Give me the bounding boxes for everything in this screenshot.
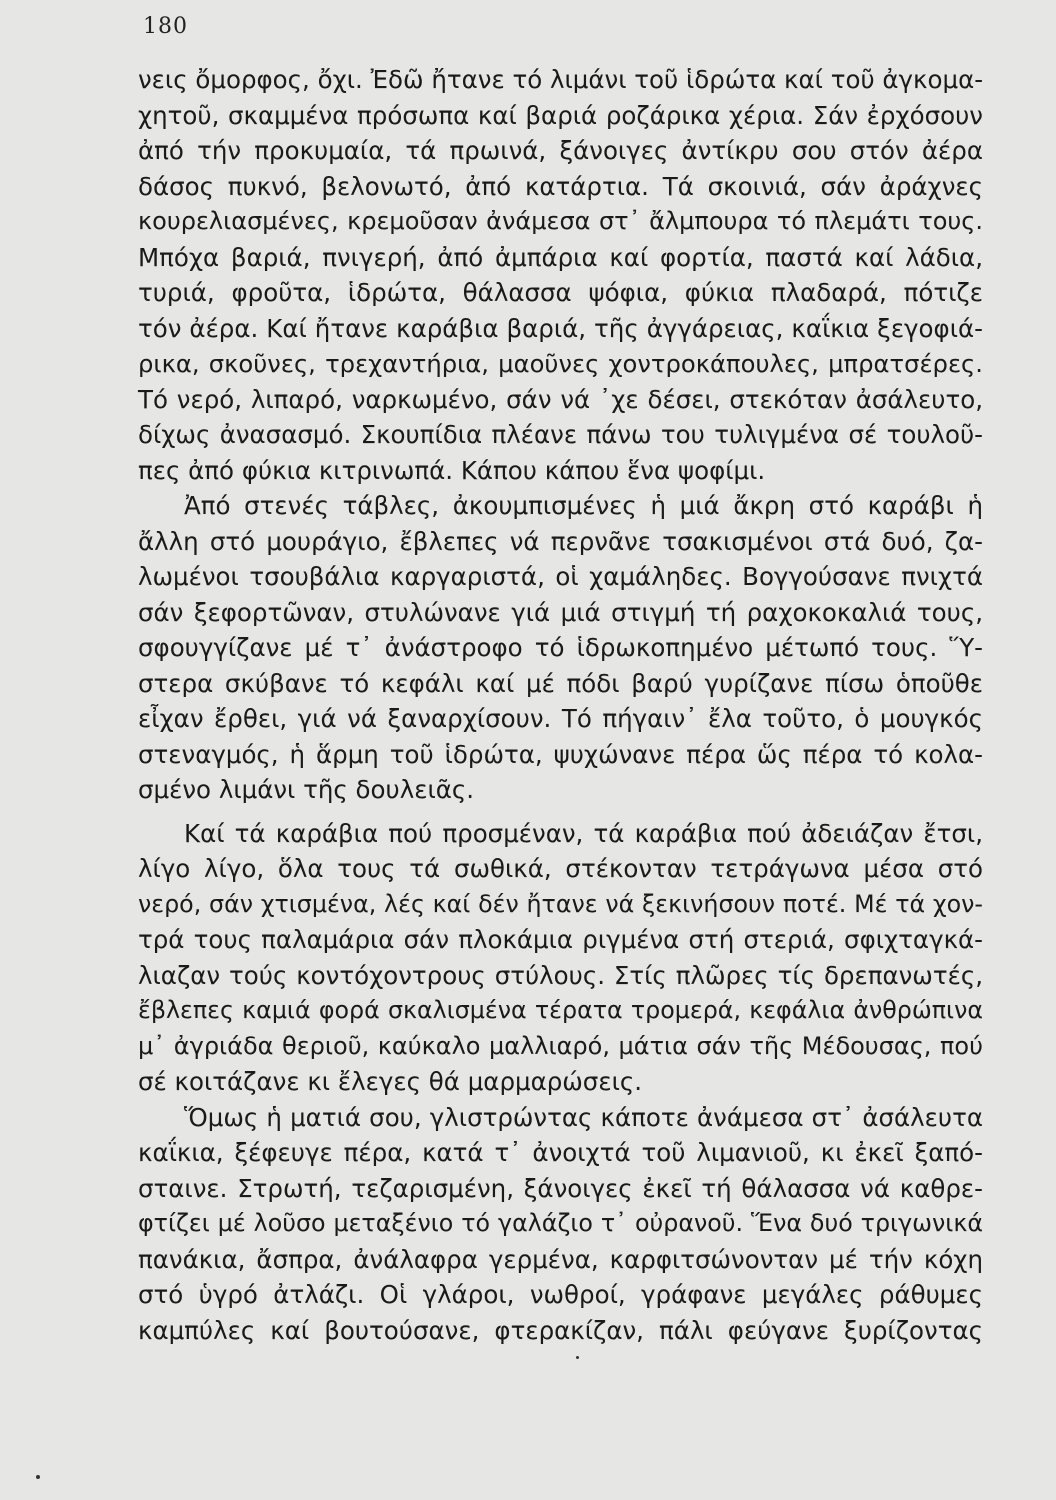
text-line: σέ κοιτάζανε κι ἔλεγες θά μαρμαρώσεις. (138, 1067, 643, 1096)
text-line: χητοῦ, σκαμμένα πρόσωπα καί βαριά ροζάρικα χέρια. Σάν ἐρχόσουν (138, 100, 983, 130)
text-line: Καί τά καράβια πού προσμέναν, τά καράβια πού ἀδειάζαν ἔτσι, (184, 818, 983, 848)
text-line: Ὅμως ἡ ματιά σου, γλιστρώντας κάποτε ἀνάμεσα στ᾿ ἀσάλευτα (184, 1102, 983, 1132)
text-line: Τό νερό, λιπαρό, ναρκωμένο, σάν νά ᾿χε δέσει, στεκόταν ἀσάλευτο, (138, 384, 983, 414)
text-line: εἶχαν ἔρθει, γιά νά ξαναρχίσουν. Τό πήγαιν᾿ ἔλα τοῦτο, ὁ μουγκός (138, 704, 983, 733)
text-line: ἔβλεπες καμιά φορά σκαλισμένα τέρατα τρομερά, κεφάλια ἀνθρώπινα (138, 996, 983, 1024)
text-line: δίχως ἀνασασμό. Σκουπίδια πλέανε πάνω του τυλιγμένα σέ τουλοῦ- (138, 420, 983, 449)
text-line: ἀπό τήν προκυμαία, τά πρωινά, ξάνοιγες ἀντίκρυ σου στόν ἀέρα (138, 136, 983, 165)
text-line: Μπόχα βαριά, πνιγερή, ἀπό ἀμπάρια καί φορτία, παστά καί λάδια, (138, 242, 983, 272)
text-line: λίγο λίγο, ὅλα τους τά σωθικά, στέκονταν τετράγωνα μέσα στό (138, 854, 983, 883)
text-line: λιαζαν τούς κοντόχοντρους στύλους. Στίς πλῶρες τίς δρεπανωτές, (138, 960, 983, 990)
text-line: στεναγμός, ἡ ἅρμη τοῦ ἱδρώτα, ψυχώνανε πέρα ὥς πέρα τό κολα- (138, 739, 983, 769)
text-line: στό ὑγρό ἀτλάζι. Οἱ γλάροι, νωθροί, γράφανε μεγάλες ράθυμες (138, 1280, 983, 1309)
text-line: δάσος πυκνό, βελονωτό, ἀπό κατάρτια. Τά σκοινιά, σάν ἀράχνες (138, 171, 983, 201)
text-line: ἄλλη στό μουράγιο, ἔβλεπες νά περνᾶνε τσακισμένοι στά δυό, ζα- (138, 526, 983, 556)
scan-speck (576, 1356, 579, 1359)
scan-speck (36, 1475, 40, 1479)
text-line: πανάκια, ἄσπρα, ἀνάλαφρα γερμένα, καρφιτσώνονταν μέ τήν κόχη (138, 1244, 983, 1274)
text-line: καΐκια, ξέφευγε πέρα, κατά τ᾿ ἀνοιχτά τοῦ λιμανιοῦ, κι ἐκεῖ ξαπό- (138, 1138, 983, 1167)
text-line: σταινε. Στρωτή, τεζαρισμένη, ξάνοιγες ἐκεῖ τή θάλασσα νά καθρε- (138, 1173, 983, 1203)
text-line: ρικα, σκοῦνες, τρεχαντήρια, μαοῦνες χοντροκάπουλες, μπρατσέρες. (138, 349, 983, 378)
paragraph-gap (138, 808, 983, 816)
text-line: κουρελιασμένες, κρεμοῦσαν ἀνάμεσα στ᾿ ἄλμπουρα τό πλεμάτι τους. (138, 207, 983, 235)
body-text (138, 62, 983, 1348)
text-line: στερα σκύβανε τό κεφάλι καί μέ πόδι βαρύ γυρίζανε πίσω ὁποῦθε (138, 668, 983, 698)
text-line: Ἀπό στενές τάβλες, ἀκουμπισμένες ἡ μιά ἄκρη στό καράβι ἡ (184, 491, 983, 520)
text-line: σφουγγίζανε μέ τ᾿ ἀνάστροφο τό ἱδρωκοπημένο μέτωπό τους. Ὕ- (138, 633, 983, 662)
text-line: τυριά, φροῦτα, ἱδρώτα, θάλασσα ψόφια, φύκια πλαδαρά, πότιζε (138, 278, 983, 307)
text-line: νερό, σάν χτισμένα, λές καί δέν ἤτανε νά ξεκινήσουν ποτέ. Μέ τά χον- (138, 889, 983, 918)
text-line: μ᾿ ἀγριάδα θεριοῦ, καύκαλο μαλλιαρό, μάτια σάν τῆς Μέδουσας, πού (138, 1031, 983, 1060)
text-line: σάν ξεφορτῶναν, στυλώνανε γιά μιά στιγμή τή ραχοκοκαλιά τους, (138, 597, 983, 627)
text-line: καμπύλες καί βουτούσανε, φτερακίζαν, πάλι φεύγανε ξυρίζοντας (138, 1315, 983, 1345)
text-line: φτίζει μέ λοῦσο μεταξένιο τό γαλάζιο τ᾿ οὐρανοῦ. Ἕνα δυό τριγωνικά (138, 1209, 983, 1237)
text-line: τόν ἀέρα. Καί ἤτανε καράβια βαριά, τῆς ἀγγάρειας, καΐκια ξεγοφιά- (138, 313, 983, 343)
text-line: σμένο λιμάνι τῆς δουλειᾶς. (138, 775, 475, 804)
text-line: νεις ὄμορφος, ὄχι. Ἐδῶ ἤτανε τό λιμάνι τοῦ ἱδρώτα καί τοῦ ἀγκομα- (138, 65, 984, 94)
page-number: 180 (143, 14, 188, 39)
text-line: λωμένοι τσουβάλια καργαριστά, οἱ χαμάληδες. Βογγούσανε πνιχτά (138, 562, 983, 591)
text-line: τρά τους παλαμάρια σάν πλοκάμια ριγμένα στή στεριά, σφιχταγκά- (138, 925, 983, 954)
text-line: πες ἀπό φύκια κιτρινωπά. Κάπου κάπου ἕνα ψοφίμι. (138, 455, 766, 485)
